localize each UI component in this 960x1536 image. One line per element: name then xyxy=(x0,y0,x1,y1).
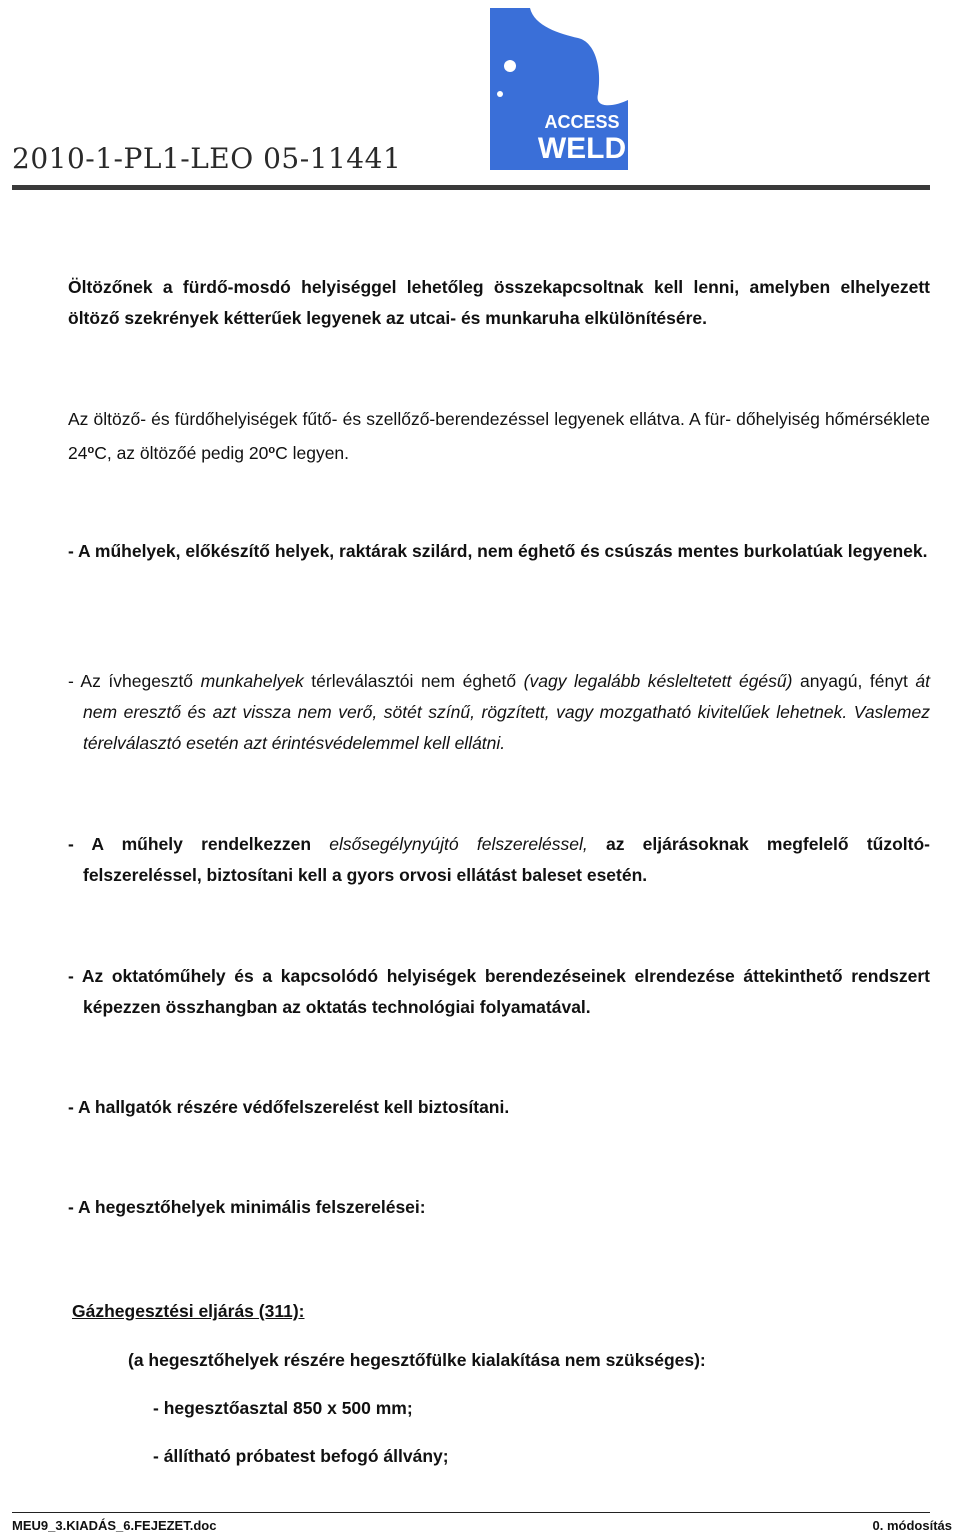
paragraph-7: - A hallgatók részére védőfelszerelést kell biztosítani. xyxy=(68,1097,510,1117)
paragraph-2 xyxy=(68,404,930,469)
footer-filename: MEU9_3.KIADÁS_6.FEJEZET.doc xyxy=(12,1518,217,1533)
paragraph-8: - A hegesztőhelyek minimális felszerelései: xyxy=(68,1197,426,1217)
footer-revision: 0. módosítás xyxy=(872,1518,952,1533)
document-code: 2010-1-PL1-LEO 05-11441 xyxy=(12,142,402,175)
list-item: - állítható próbatest befogó állvány; xyxy=(153,1446,449,1466)
p2-text-a: Az öltöző- és fürdőhelyiségek fűtő- és szellőző-berendezéssel legyenek ellátva. A für- dőhelyiség hőmérséklete 24 xyxy=(68,409,930,463)
paragraph-4 xyxy=(68,666,930,759)
p4-s1: - Az ívhegesztő xyxy=(68,671,201,691)
header-rule xyxy=(12,185,930,190)
p2-text-b: C, az öltözőé pedig 20 xyxy=(94,443,269,463)
p4-s4: (vagy legalább késleltetett égésű) xyxy=(523,671,793,691)
p5-s1: - A műhely rendelkezzen xyxy=(68,834,330,854)
p4-s3: térleválasztói nem éghető xyxy=(303,671,524,691)
section-title: Gázhegesztési eljárás (311): xyxy=(72,1301,305,1321)
logo-text-weld: WELD xyxy=(537,132,627,165)
p4-s2: munkahelyek xyxy=(200,671,304,691)
paragraph-3: - A műhelyek, előkészítő helyek, raktárak szilárd, nem éghető és csúszás mentes burkolatúak legyenek. xyxy=(68,541,928,561)
list-item: - hegesztőasztal 850 x 500 mm; xyxy=(153,1398,413,1418)
p4-s6: át nem eresztő és azt vissza nem verő, sötét színű, rögzített, vagy mozgatható kivitelűek lehetnek. Vaslemez térelválasztó esetén azt érintésvédelemmel kell ellátni. xyxy=(83,671,930,753)
paragraph-5 xyxy=(68,829,930,891)
paragraph-1: Öltözőnek a fürdő-mosdó helyiséggel lehetőleg összekapcsoltnak kell lenni, amelyben elhelyezett öltöző szekrények kétterűek legyenek az utcai- és munkaruha elkülönítésére. xyxy=(68,277,930,328)
footer-rule xyxy=(12,1512,930,1513)
p5-s3: az eljárásoknak megfelelő tűzoltó- felszereléssel, biztosítani kell a gyors orvosi ellátást baleset esetén. xyxy=(83,834,930,885)
p2-text-c: C legyen. xyxy=(275,443,350,463)
p4-s5: anyagú, fényt xyxy=(792,671,916,691)
access-weld-logo xyxy=(490,8,630,170)
logo-text-access: ACCESS xyxy=(544,112,620,132)
degree-sign: o xyxy=(87,444,95,456)
degree-sign: o xyxy=(268,444,276,456)
p5-s2: elsősegélynyújtó felszereléssel, xyxy=(329,834,588,854)
paragraph-6: - Az oktatóműhely és a kapcsolódó helyiségek berendezéseinek elrendezése áttekinthető rendszert képezzen összhangban az oktatás technológiai folyamatával. xyxy=(68,966,930,1017)
section-note: (a hegesztőhelyek részére hegesztőfülke kialakítása nem szükséges): xyxy=(128,1350,706,1370)
